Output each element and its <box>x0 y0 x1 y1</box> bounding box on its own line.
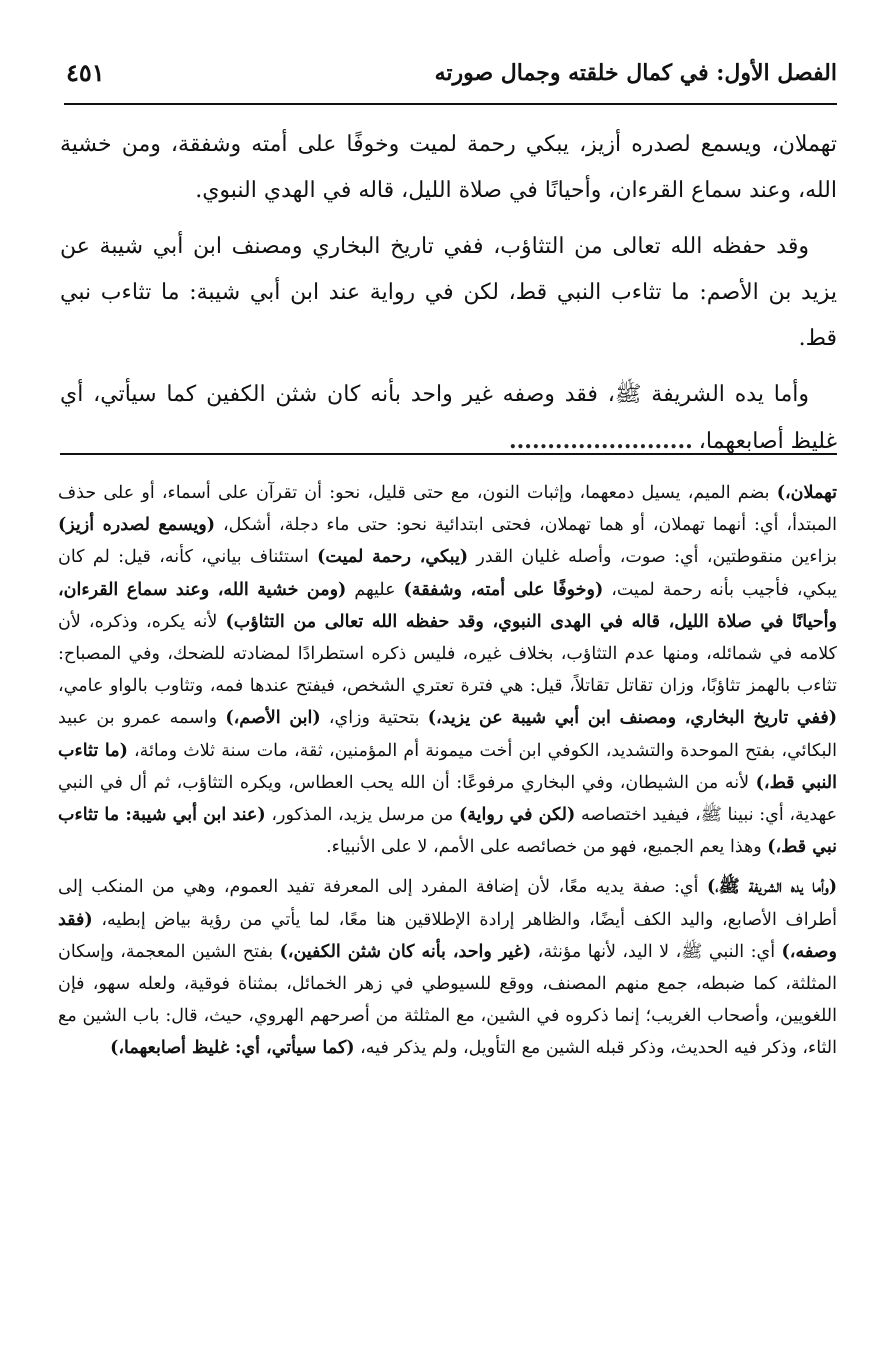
chapter-title: الفصل الأول: في كمال خلقته وجمال صورته <box>434 60 837 86</box>
main-paragraph: وقد حفظه الله تعالى من التثاؤب، ففي تاريخ البخاري ومصنف ابن أبي شيبة عن يزيد بن الأصم: ما تثاءب النبي قط، لكن في رواية عند ابن أبي شيبة: ما تثاءب نبي قط. <box>60 234 837 351</box>
main-text <box>60 122 837 475</box>
main-paragraph: وأما يده الشريفة ﷺ، فقد وصفه غير واحد بأنه كان شثن الكفين كما سيأتي، أي غليظ أصابعهما،........................ <box>60 382 837 454</box>
page-header <box>66 56 837 96</box>
commentary-divider <box>60 453 837 455</box>
commentary-paragraph: تهملان،) بضم الميم، يسيل دمعهما، وإثبات النون، مع حتى قليل، نحو: أن تقرآن على أسماء، أو على حذف المبتدأ، أي: أنهما تهملان، أو هما تهملان، فحتى ابتدائية نحو: حتى ماء دجلة، أشكل، (ويسمع لصدره أزيز) بزاءين منقوطتين، أي: صوت، وأصله غليان القدر (يبكي، رحمة لميت) استئناف بياني، كأنه، قيل: لم كان يبكي، فأجيب بأنه رحمة لميت، (وخوفًا على أمته، وشفقة) عليهم (ومن خشية الله، وعند سماع القرءان، وأحيانًا في صلاة الليل، قاله في الهدى النبوي، وقد حفظه الله تعالى من التثاؤب) لأنه يكره، وذكره، لأن كلامه في شمائله، ومنها عدم التثاؤب، بخلاف غيره، فليس ذكره استطرادًا لمضادته للضحك، وفي المصباح: تثاءب بالهمز تثاؤبًا، وزان تقاتل تقاتلاً، قيل: هي فترة تعتري الشخص، فيفتح عندها فمه، وتثاوب بالواو عامي، (ففي تاريخ البخاري، ومصنف ابن أبي شيبة عن يزيد،) بتحتية وزاي، (ابن الأصم،) واسمه عمرو بن عبيد البكائي، بفتح الموحدة والتشديد، الكوفي ابن أخت ميمونة أم المؤمنين، ثقة، مات سنة ثلاث ومائة، (ما تثاءب النبي قط،) لأنه من الشيطان، وفي البخاري مرفوعًا: أن الله يحب العطاس، ويكره التثاؤب، ثم أل في النبي عهدية، أي: نبينا ﷺ، فيفيد اختصاصه (لكن في رواية) من مرسل يزيد، المذكور، (عند ابن أبي شيبة: ما تثاءب نبي قط،) وهذا يعم الجميع، فهو من خصائصه على الأمم، لا على الأنبياء. <box>58 483 838 858</box>
ellipsis-dots: ........................ <box>508 428 693 454</box>
page-number: ٤٥١ <box>66 58 105 87</box>
header-divider <box>64 103 837 105</box>
commentary-paragraph: (وأما يده الشريفة ﷺ،) أي: صفة يديه معًا، لأن إضافة المفرد إلى المعرفة تفيد العموم، وهي من المنكب إلى أطراف الأصابع، واليد الكف أيضًا، والظاهر إرادة الإطلاقين هنا معًا، لما يأتي من رؤية بياض إبطيه، (فقد وصفه،) أي: النبي ﷺ، لا اليد، لأنها مؤنثة، (غير واحد، بأنه كان شثن الكفين،) بفتح الشين المعجمة، وإسكان المثلثة، كما ضبطه، جمع منهم المصنف، ووقع للسيوطي في زهر الخمائل، بمثناة فوقية، ولعله سهو، فإن اللغويين، وأصحاب الغريب؛ إنما ذكروه في الشين، مع المثلثة من أصرحهم الهروي، حيث، قال: باب الشين مع الثاء، وذكر فيه الحديث، وذكر قبله الشين مع التأويل، ولم يذكر فيه، (كما سيأتي، أي: غليظ أصابعهما،) <box>58 877 837 1059</box>
main-paragraph: تهملان، ويسمع لصدره أزيز، يبكي رحمة لميت وخوفًا على أمته وشفقة، ومن خشية الله، وعند سماع القرءان، وأحيانًا في صلاة الليل، قاله في الهدي النبوي. <box>60 132 837 203</box>
commentary <box>58 477 837 1073</box>
